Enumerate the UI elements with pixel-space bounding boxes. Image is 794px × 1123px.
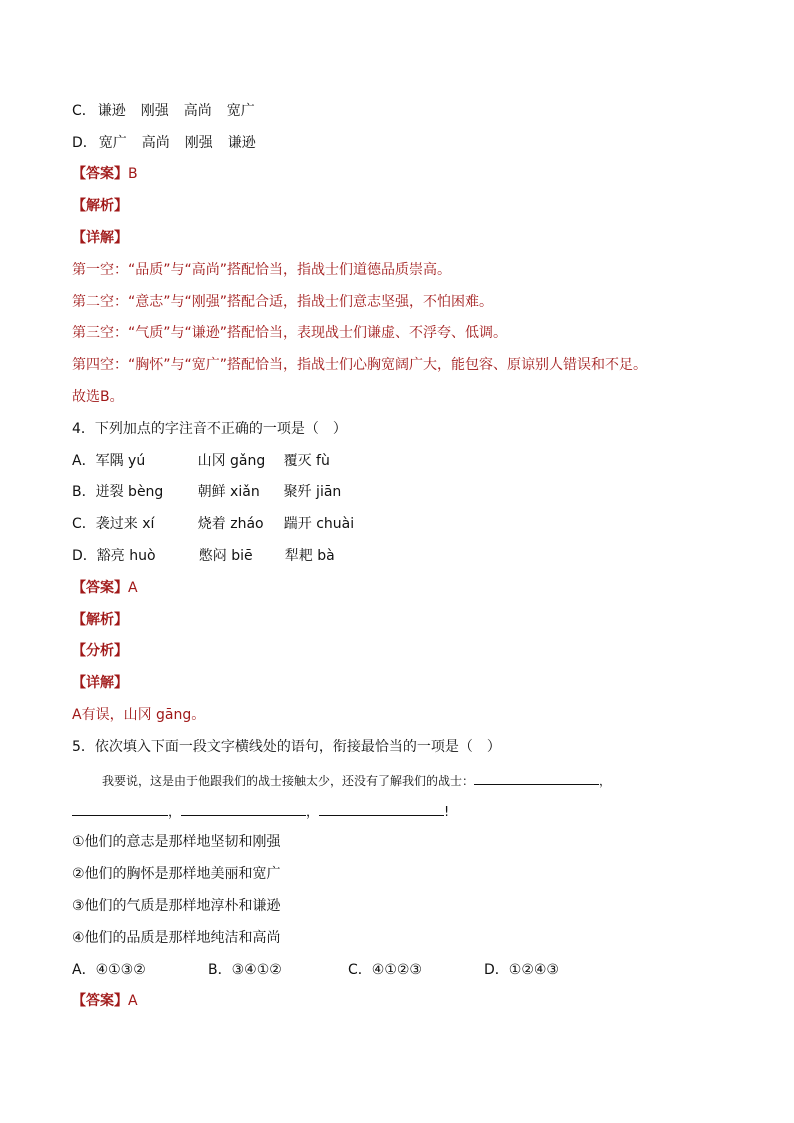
option-letter: C． <box>72 516 96 532</box>
pinyin-item: 山冈 gǎng <box>197 453 266 469</box>
q4-detail-label: 【详解】 <box>72 675 128 691</box>
q3-detail-line: 第二空：“意志”与“刚强”搭配合适，指战士们意志坚强，不怕困难。 <box>72 294 494 310</box>
q5-statement: ④他们的品质是那样地纯洁和高尚 <box>72 930 281 946</box>
option-letter: A． <box>72 453 96 469</box>
answer-value: A <box>128 993 138 1009</box>
q3-detail-line: 第四空：“胸怀”与“宽广”搭配恰当，指战士们心胸宽阔广大，能包容、原谅别人错误和不足。 <box>72 357 648 373</box>
q3-answer <box>72 164 138 184</box>
q4-option-d <box>72 546 335 566</box>
q5-answer <box>72 991 138 1011</box>
pinyin-item: 烧着 zháo <box>197 516 264 532</box>
choice-d <box>484 960 559 980</box>
word: 刚强 <box>140 103 169 119</box>
choice-value: ③④①② <box>231 962 282 978</box>
pinyin-item: 迸裂 bèng <box>95 484 164 500</box>
pinyin-item: 袭过来 xí <box>95 516 155 532</box>
fill-blank[interactable] <box>474 770 599 785</box>
choice-a <box>72 960 208 980</box>
word: 谦逊 <box>227 135 256 151</box>
q5-quote <box>102 770 611 790</box>
pinyin-item: 军隅 yú <box>95 453 146 469</box>
choice-value: ①②④③ <box>508 962 559 978</box>
pinyin-item: 聚歼 jiān <box>283 484 342 500</box>
word: 刚强 <box>184 135 213 151</box>
choice-letter: D． <box>484 962 509 978</box>
pinyin-item: 踹开 chuài <box>283 516 355 532</box>
separator: ， <box>306 805 320 820</box>
pinyin-item: 犁耙 bà <box>284 548 335 564</box>
fill-blank[interactable] <box>181 801 306 816</box>
separator: ， <box>599 774 612 788</box>
q4-analyze-label: 【分析】 <box>72 643 128 659</box>
pinyin-item: 朝鲜 xiǎn <box>197 484 260 500</box>
choice-letter: C． <box>348 962 372 978</box>
q5-statement: ①他们的意志是那样地坚韧和刚强 <box>72 834 281 850</box>
answer-label: 【答案】 <box>72 166 128 182</box>
choice-letter: A． <box>72 962 96 978</box>
q3-detail-label: 【详解】 <box>72 230 128 246</box>
pinyin-item: 覆灭 fù <box>283 453 330 469</box>
q5-statement: ③他们的气质是那样地淳朴和谦逊 <box>72 898 281 914</box>
choice-b <box>208 960 348 980</box>
pinyin-item: 憋闷 biē <box>198 548 253 564</box>
q3-detail-line: 第三空：“气质”与“谦逊”搭配恰当，表现战士们谦虚、不浮夸、低调。 <box>72 325 508 341</box>
word: 宽广 <box>226 103 255 119</box>
q4-option-c <box>72 514 354 534</box>
choice-c <box>348 960 484 980</box>
answer-label: 【答案】 <box>72 993 128 1009</box>
q5-statement: ②他们的胸怀是那样地美丽和宽广 <box>72 866 281 882</box>
fill-blank[interactable] <box>72 801 168 816</box>
word: 高尚 <box>183 103 212 119</box>
choice-letter: B． <box>208 962 232 978</box>
q4-option-a <box>72 451 330 471</box>
choice-value: ④①③② <box>95 962 146 978</box>
quote-text: 我要说，这是由于他跟我们的战士接触太少，还没有了解我们的战士： <box>102 774 475 788</box>
q3-conclusion: 故选B。 <box>72 389 124 405</box>
answer-label: 【答案】 <box>72 580 128 596</box>
word: 宽广 <box>98 135 127 151</box>
q3-analysis-label: 【解析】 <box>72 198 128 214</box>
q4-answer <box>72 578 138 598</box>
answer-value: B <box>128 166 138 182</box>
fill-blank[interactable] <box>319 801 444 816</box>
word: 谦逊 <box>97 103 126 119</box>
q4-detail: A有误，山冈 gāng。 <box>72 707 206 723</box>
option-letter: B． <box>72 484 96 500</box>
choice-value: ④①②③ <box>371 962 422 978</box>
option-letter: D． <box>72 135 97 151</box>
q5-choices <box>72 960 559 980</box>
q5-blanks-row <box>72 801 449 821</box>
end-mark: ! <box>444 805 450 820</box>
option-letter: C． <box>72 103 96 119</box>
q4-option-b <box>72 482 341 502</box>
q5-question: 5．依次填入下面一段文字横线处的语句，衔接最恰当的一项是（ ） <box>72 739 501 755</box>
q4-analysis-label: 【解析】 <box>72 612 128 628</box>
q3-option-d <box>72 133 271 153</box>
word: 高尚 <box>141 135 170 151</box>
pinyin-item: 豁亮 huò <box>96 548 156 564</box>
q3-detail-line: 第一空：“品质”与“高尚”搭配恰当，指战士们道德品质崇高。 <box>72 262 452 278</box>
answer-value: A <box>128 580 138 596</box>
q4-question: 4．下列加点的字注音不正确的一项是（ ） <box>72 421 347 437</box>
separator: ， <box>168 805 182 820</box>
q3-option-c <box>72 101 270 121</box>
option-letter: D． <box>72 548 97 564</box>
